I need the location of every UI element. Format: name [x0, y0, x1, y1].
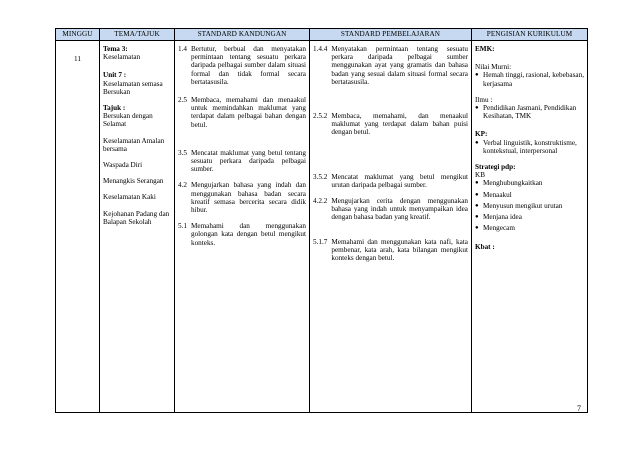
unit-value: Keselamatan semasa Bersukan: [103, 79, 163, 96]
unit-label: Unit 7 :: [103, 71, 127, 80]
sp-item: [313, 197, 468, 222]
sk-text: Mencatat maklumat yang betul tentang sesuatu perkara daripada pelbagai sumber.: [190, 148, 306, 174]
tema-label: Tema 3:: [103, 45, 128, 53]
pengisian-kurikulum-cell: [472, 41, 588, 413]
sp-item: [313, 112, 468, 137]
sk-item: [178, 222, 306, 247]
header-minggu: MINGGU: [56, 29, 100, 41]
bullet-icon: ●: [475, 202, 479, 209]
sk-number: 3.5: [178, 148, 187, 157]
tema-value: Keselamatan: [103, 53, 141, 62]
table-row: [56, 41, 588, 413]
sp-number: 4.2.2: [313, 197, 328, 206]
sk-item: [178, 149, 306, 174]
lesson-plan-table: [55, 28, 588, 413]
list-item: ● Menaakul: [475, 190, 512, 199]
kp-label: KP:: [475, 130, 488, 139]
sp-item: [313, 238, 468, 263]
week-number: 11: [74, 55, 81, 63]
sk-item: [178, 96, 306, 129]
tajuk-item: Bersukan dengan Selamat: [103, 112, 153, 129]
sk-item: [178, 45, 306, 86]
sp-text: Mengujarkan cerita dengan menggunakan bahasa yang indah untuk menyampaikan idea dengan bahasa badan yang kreatif.: [331, 197, 468, 222]
sp-text: Menyatakan permintaan tentang sesuatu perkara daripada pelbagai sumber menggunakan ayat yang gramatis dan bahasa badan yang sesuai dalam situasi formal secara bertatasusila.: [331, 45, 468, 86]
sk-number: 2.5: [178, 96, 187, 105]
list-item: ● Menghubungkaitkan: [475, 179, 543, 188]
kbat-label: Kbat :: [475, 243, 495, 252]
standard-kandungan-cell: [175, 41, 310, 413]
list-item: ● Hemah tinggi, rasional, kebebasan, kerjasama: [475, 71, 584, 88]
sk-number: 5.1: [178, 222, 187, 231]
sk-number: 4.2: [178, 181, 187, 190]
kp-list: [475, 139, 584, 155]
sk-number: 1.4: [178, 45, 187, 53]
nilai-list: [475, 71, 584, 87]
minggu-cell: [56, 41, 100, 413]
ilmu-label: Ilmu :: [475, 95, 493, 104]
sp-text: Membaca, memahami, dan menaakul maklumat yang terdapat dalam bahan puisi dengan betul.: [331, 112, 468, 137]
list-item: ● Menyusun mengikut urutan: [475, 201, 563, 210]
sp-item: [313, 45, 468, 86]
bullet-icon: ●: [475, 139, 479, 146]
list-item: ● Mengecam: [475, 224, 515, 233]
sp-item: [313, 173, 468, 189]
header-pengisian-kurikulum: PENGISIAN KURIKULUM: [472, 29, 588, 41]
header-row: [56, 29, 588, 41]
strategi-label: Strategi pdp:: [475, 163, 516, 172]
sk-text: Mengujarkan bahasa yang indah dan menggunakan bahasa badan secara kreatif semasa bercerita secara didik hibur.: [190, 181, 306, 215]
sk-text: Bertutur, berbual dan menyatakan permintaan tentang sesuatu perkara daripada pelbagai sumber dalam situasi formal dan tidak formal secara bertatasusila.: [190, 45, 306, 86]
tajuk-item: Keselamatan Kaki: [103, 193, 156, 202]
list-item: ● Verbal linguistik, konstruktisme, kontekstual, interpersonal: [475, 138, 577, 155]
header-tema-tajuk: TEMA/TAJUK: [100, 29, 175, 41]
kb-list: [475, 179, 584, 232]
sk-text: Memahami dan menggunakan golongan kata dengan betul mengikut konteks.: [190, 222, 306, 247]
bullet-icon: ●: [475, 191, 479, 198]
sp-number: 3.5.2: [313, 172, 328, 181]
list-item: ● Pendidikan Jasmani, Pendidikan Kesihatan, TMK: [475, 104, 577, 121]
bullet-icon: ●: [475, 180, 479, 187]
sk-text: Membaca, memahami dan menaakul untuk memindahkan maklumat yang terdapat dalam pelbagai bahan dengan betul.: [190, 96, 306, 129]
emk-label: EMK:: [475, 45, 495, 53]
tajuk-item: Menangkis Serangan: [103, 177, 164, 186]
header-standard-kandungan: STANDARD KANDUNGAN: [175, 29, 310, 41]
header-standard-pembelajaran: STANDARD PEMBELAJARAN: [310, 29, 472, 41]
standard-pembelajaran-cell: [310, 41, 472, 413]
nilai-label: Nilai Murni:: [475, 63, 512, 72]
bullet-icon: ●: [475, 214, 479, 221]
tajuk-label: Tajuk :: [103, 104, 126, 113]
ilmu-list: [475, 104, 584, 120]
sk-item: [178, 181, 306, 214]
sp-text: Memahami dan menggunakan kata nafi, kata pembenar, kata arah, kata bilangan mengikut konteks dengan betul.: [331, 237, 468, 263]
tajuk-item: Kejohanan Padang dan Balapan Sekolah: [103, 209, 170, 226]
sp-text: Mencatat maklumat yang betul mengikut urutan daripada pelbagai sumber.: [331, 172, 468, 189]
bullet-icon: ●: [475, 225, 479, 232]
tajuk-item: Keselamatan Amalan bersama: [103, 136, 165, 153]
bullet-icon: ●: [475, 72, 479, 79]
bullet-icon: ●: [475, 105, 479, 112]
tajuk-item: Waspada Diri: [103, 161, 143, 170]
list-item: ● Menjana idea: [475, 213, 522, 222]
sp-number: 1.4.4: [313, 45, 328, 53]
page-number: 7: [577, 404, 581, 413]
tema-cell: [100, 41, 175, 413]
sp-number: 2.5.2: [313, 112, 328, 121]
kb-label: KB: [475, 171, 485, 180]
sp-number: 5.1.7: [313, 237, 328, 246]
